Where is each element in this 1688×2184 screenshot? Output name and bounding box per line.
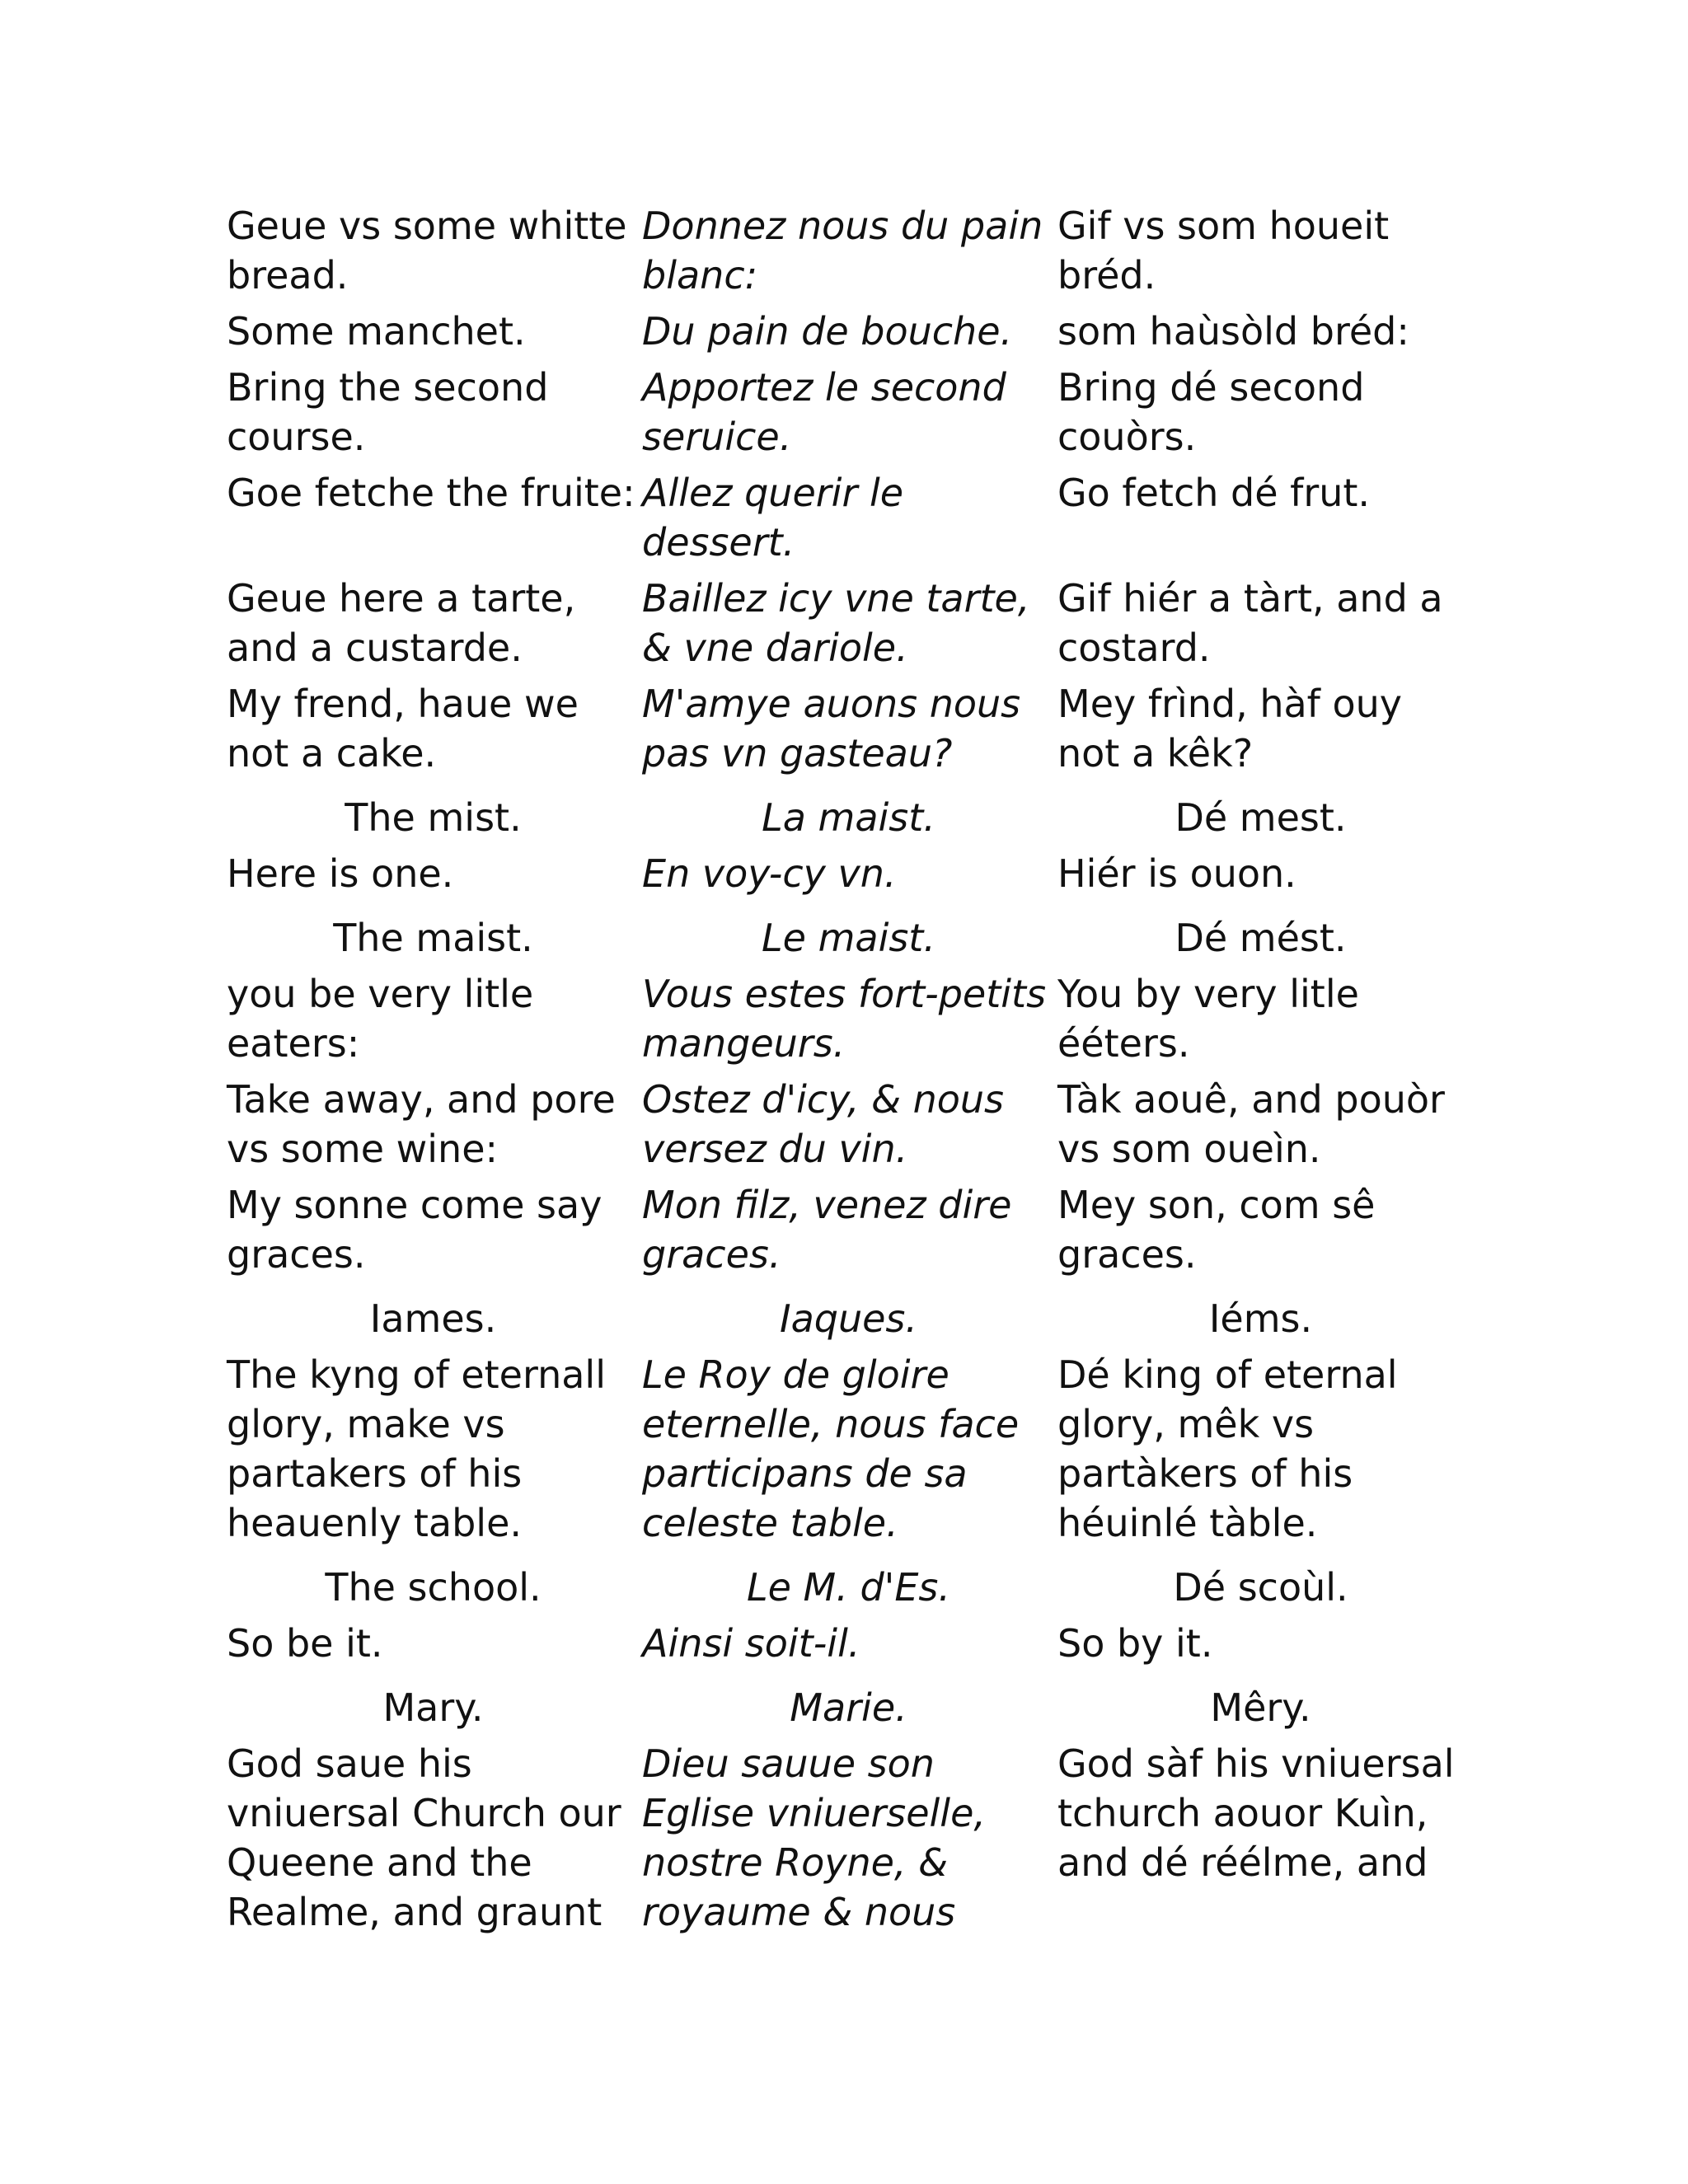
french-text: Ainsi soit-il. bbox=[642, 1621, 860, 1666]
french-speaker: Le maist. bbox=[762, 916, 935, 960]
phonetic-text: Go fetch dé frut. bbox=[1057, 471, 1371, 515]
french-text: Mon filz, venez dire graces. bbox=[642, 1183, 1012, 1277]
english-speaker: The maist. bbox=[333, 916, 533, 960]
phonetic-text: You by very litle ééters. bbox=[1057, 972, 1359, 1066]
french-speaker: Iaques. bbox=[780, 1296, 917, 1341]
english-text: you be very litle eaters: bbox=[227, 972, 534, 1066]
french-text: Du pain de bouche. bbox=[642, 309, 1013, 354]
french-text: Allez querir le dessert. bbox=[642, 471, 904, 565]
text-row bbox=[224, 676, 1464, 781]
phonetic-speaker: Dé scoùl. bbox=[1173, 1565, 1348, 1610]
phonetic-text: Hiér is ouon. bbox=[1057, 851, 1296, 896]
text-row bbox=[224, 966, 1464, 1071]
french-text: Ostez d'icy, & nous versez du vin. bbox=[642, 1077, 1004, 1171]
french-text: Le Roy de gloire eternelle, nous face participans de sa celeste table. bbox=[642, 1352, 1020, 1545]
french-text: Baillez icy vne tarte, & vne dariole. bbox=[642, 576, 1030, 670]
english-text: Some manchet. bbox=[227, 309, 526, 354]
speaker-row bbox=[224, 781, 1464, 846]
phonetic-text: So by it. bbox=[1057, 1621, 1213, 1666]
parallel-text-table bbox=[224, 198, 1464, 1940]
phonetic-text: som haùsòld bréd: bbox=[1057, 309, 1409, 354]
phonetic-text: Bring dé second couòrs. bbox=[1057, 365, 1365, 459]
text-row bbox=[224, 1177, 1464, 1282]
english-text: Take away, and pore vs some wine: bbox=[227, 1077, 616, 1171]
text-row bbox=[224, 198, 1464, 303]
english-text: My sonne come say graces. bbox=[227, 1183, 603, 1277]
english-text: Geue here a tarte, and a custarde. bbox=[227, 576, 576, 670]
text-row bbox=[224, 1615, 1464, 1671]
french-text: Apportez le second seruice. bbox=[642, 365, 1006, 459]
text-row bbox=[224, 1736, 1464, 1940]
text-row bbox=[224, 465, 1464, 570]
english-text: Geue vs some whitte bread. bbox=[227, 204, 627, 298]
speaker-row bbox=[224, 1551, 1464, 1615]
english-text: God saue his vniuersal Church our Queene and the Realme, and graunt bbox=[227, 1741, 621, 1934]
french-speaker: Marie. bbox=[790, 1685, 907, 1730]
english-speaker: Mary. bbox=[382, 1685, 484, 1730]
english-text: Bring the second course. bbox=[227, 365, 549, 459]
english-text: Goe fetche the fruite: bbox=[227, 471, 635, 515]
phonetic-speaker: Mêry. bbox=[1210, 1685, 1311, 1730]
text-row bbox=[224, 1347, 1464, 1551]
phonetic-text: God sàf his vniuersal tchurch aouor Kuìn, and dé réélme, and bbox=[1057, 1741, 1455, 1885]
english-text: So be it. bbox=[227, 1621, 383, 1666]
text-row bbox=[224, 1071, 1464, 1177]
phonetic-speaker: Dé mést. bbox=[1175, 916, 1347, 960]
phonetic-text: Gif vs som houeit bréd. bbox=[1057, 204, 1390, 298]
phonetic-text: Gif hiér a tàrt, and a costard. bbox=[1057, 576, 1443, 670]
phonetic-text: Mey frìnd, hàf ouy not a kêk? bbox=[1057, 682, 1402, 776]
french-speaker: La maist. bbox=[762, 795, 935, 840]
speaker-row bbox=[224, 1671, 1464, 1736]
text-row bbox=[224, 846, 1464, 902]
english-speaker: Iames. bbox=[369, 1296, 497, 1341]
english-text: The kyng of eternall glory, make vs partakers of his heauenly table. bbox=[227, 1352, 606, 1545]
french-text: Donnez nous du pain blanc: bbox=[642, 204, 1043, 298]
english-speaker: The school. bbox=[325, 1565, 542, 1610]
text-row bbox=[224, 359, 1464, 465]
french-text: Dieu sauue son Eglise vniuerselle, nostre Royne, & royaume & nous bbox=[642, 1741, 986, 1934]
french-text: M'amye auons nous pas vn gasteau? bbox=[642, 682, 1021, 776]
text-row bbox=[224, 570, 1464, 676]
phonetic-speaker: Iéms. bbox=[1208, 1296, 1313, 1341]
speaker-row bbox=[224, 1282, 1464, 1347]
english-text: Here is one. bbox=[227, 851, 454, 896]
phonetic-text: Tàk aouê, and pouòr vs som oueìn. bbox=[1057, 1077, 1445, 1171]
phonetic-text: Mey son, com sê graces. bbox=[1057, 1183, 1376, 1277]
french-text: Vous estes fort-petits mangeurs. bbox=[642, 972, 1047, 1066]
french-speaker: Le M. d'Es. bbox=[747, 1565, 950, 1610]
phonetic-text: Dé king of eternal glory, mêk vs partàkers of his héuinlé tàble. bbox=[1057, 1352, 1398, 1545]
phonetic-speaker: Dé mest. bbox=[1175, 795, 1347, 840]
english-text: My frend, haue we not a cake. bbox=[227, 682, 579, 776]
speaker-row bbox=[224, 902, 1464, 966]
english-speaker: The mist. bbox=[345, 795, 522, 840]
french-text: En voy-cy vn. bbox=[642, 851, 897, 896]
text-row bbox=[224, 303, 1464, 359]
